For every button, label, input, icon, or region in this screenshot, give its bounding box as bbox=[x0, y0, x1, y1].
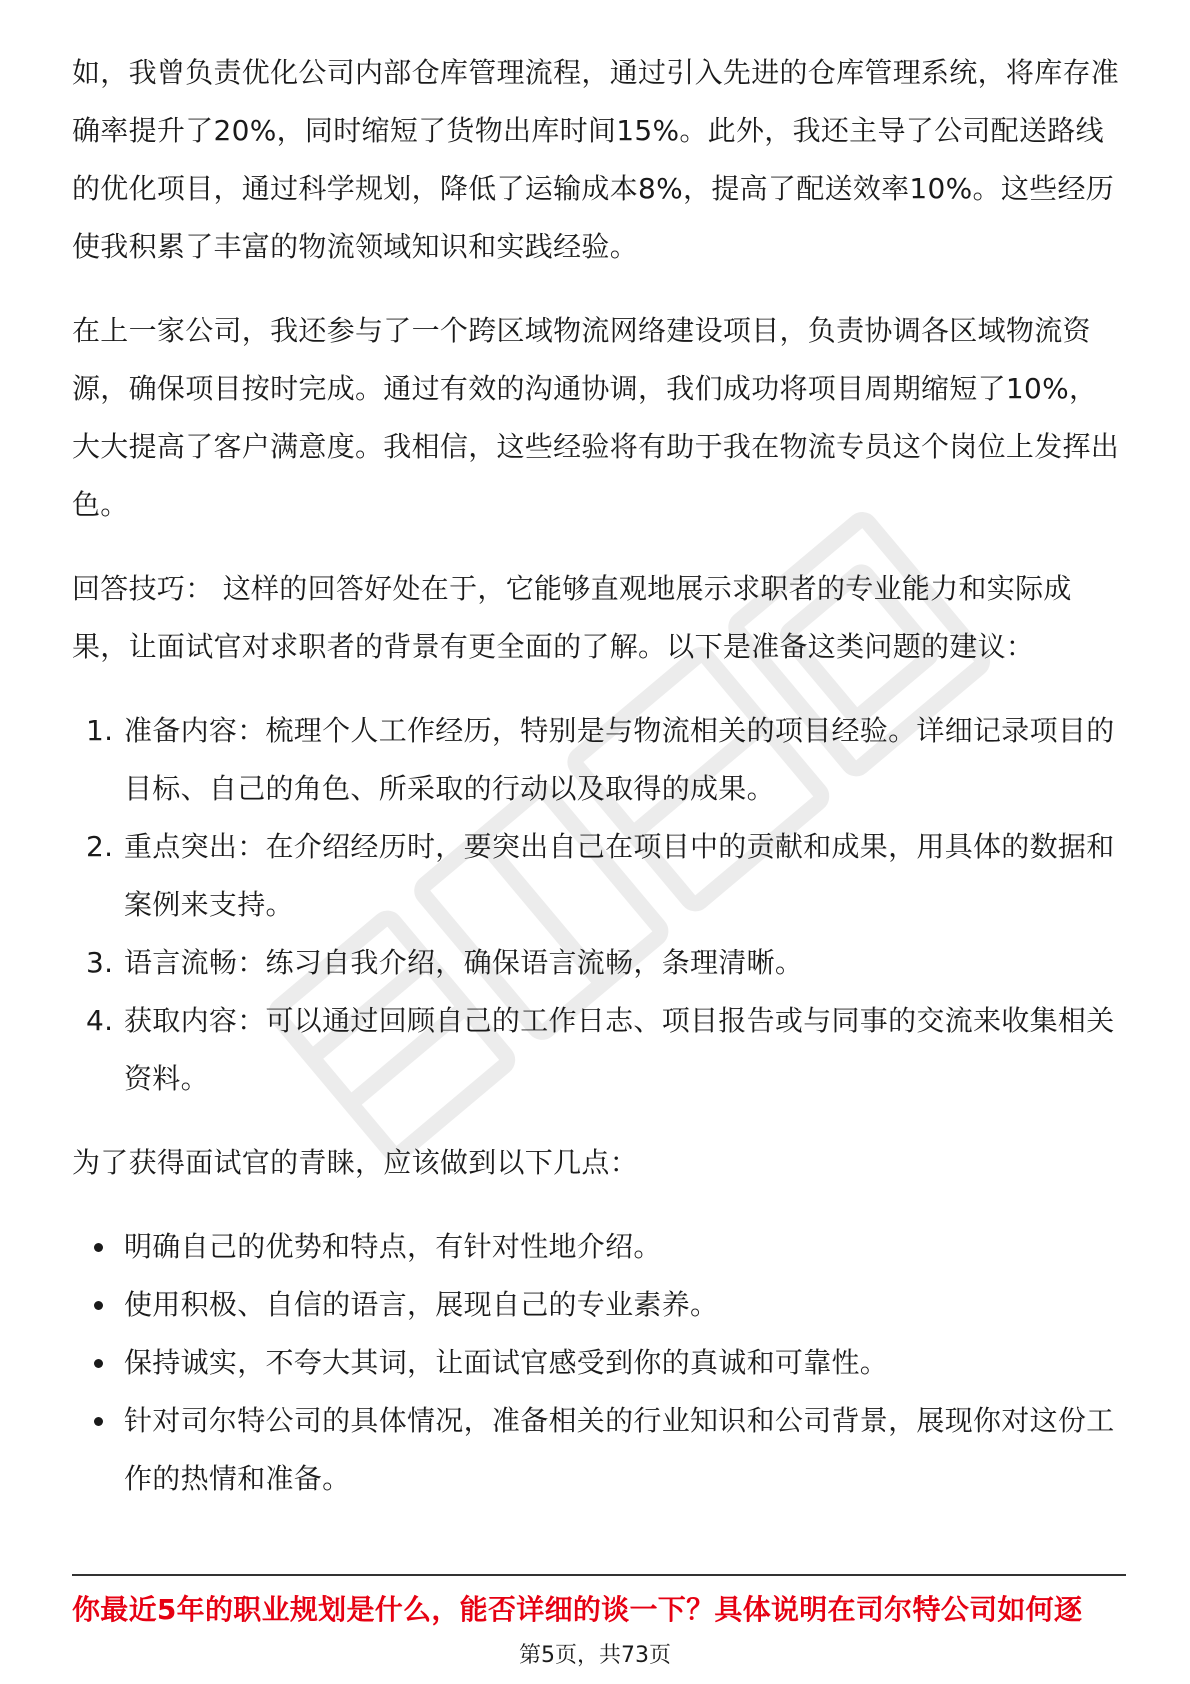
bullet-item-text: 明确自己的优势和特点，有针对性地介绍。 bbox=[124, 1230, 662, 1263]
footer-divider bbox=[72, 1574, 1126, 1576]
list-item bbox=[72, 818, 1122, 934]
list-number: 4. bbox=[86, 1004, 114, 1037]
next-question-heading: 你最近5年的职业规划是什么，能否详细的谈一下？具体说明在司尔特公司如何逐 bbox=[72, 1593, 1083, 1626]
bullet-item-text: 针对司尔特公司的具体情况，准备相关的行业知识和公司背景，展现你对这份工作的热情和准备。 bbox=[124, 1404, 1115, 1495]
bullet-item-text: 保持诚实，不夸大其词，让面试官感受到你的真诚和可靠性。 bbox=[124, 1346, 889, 1379]
advice-bullet-list bbox=[72, 1218, 1122, 1508]
document-body bbox=[72, 44, 1122, 1534]
bullet-dot-icon bbox=[94, 1301, 103, 1310]
page-number: 第5页，共73页 bbox=[519, 1643, 671, 1668]
list-number: 3. bbox=[86, 946, 114, 979]
list-item-text: 语言流畅：练习自我介绍，确保语言流畅，条理清晰。 bbox=[124, 946, 804, 979]
bullet-item-text: 使用积极、自信的语言，展现自己的专业素养。 bbox=[124, 1288, 719, 1321]
list-item-text: 获取内容：可以通过回顾自己的工作日志、项目报告或与同事的交流来收集相关资料。 bbox=[124, 1004, 1115, 1095]
bullet-dot-icon bbox=[94, 1243, 103, 1252]
list-item bbox=[72, 702, 1122, 818]
preparation-list bbox=[72, 702, 1122, 1108]
list-number: 2. bbox=[86, 830, 114, 863]
bullet-dot-icon bbox=[94, 1417, 103, 1426]
bullet-item bbox=[72, 1218, 1122, 1276]
bullet-item bbox=[72, 1392, 1122, 1508]
list-number: 1. bbox=[86, 714, 114, 747]
list-item bbox=[72, 934, 1122, 992]
paragraph-advice-intro: 为了获得面试官的青睐，应该做到以下几点： bbox=[72, 1146, 639, 1179]
list-item-text: 重点突出：在介绍经历时，要突出自己在项目中的贡献和成果，用具体的数据和案例来支持。 bbox=[124, 830, 1115, 921]
paragraph-project: 在上一家公司，我还参与了一个跨区域物流网络建设项目，负责协调各区域物流资源，确保项目按时完成。通过有效的沟通协调，我们成功将项目周期缩短了10%，大大提高了客户满意度。我相信，这些经验将有助于我在物流专员这个岗位上发挥出色。 bbox=[72, 314, 1120, 521]
paragraph-experience: 如，我曾负责优化公司内部仓库管理流程，通过引入先进的仓库管理系统，将库存准确率提升了20%，同时缩短了货物出库时间15%。此外，我还主导了公司配送路线的优化项目，通过科学规划，降低了运输成本8%，提高了配送效率10%。这些经历使我积累了丰富的物流领域知识和实践经验。 bbox=[72, 56, 1120, 263]
bullet-item bbox=[72, 1334, 1122, 1392]
paragraph-tips: 回答技巧： 这样的回答好处在于，它能够直观地展示求职者的专业能力和实际成果，让面试官对求职者的背景有更全面的了解。以下是准备这类问题的建议： bbox=[72, 572, 1072, 663]
bullet-dot-icon bbox=[94, 1359, 103, 1368]
bullet-item bbox=[72, 1276, 1122, 1334]
list-item-text: 准备内容：梳理个人工作经历，特别是与物流相关的项目经验。详细记录项目的目标、自己的角色、所采取的行动以及取得的成果。 bbox=[124, 714, 1115, 805]
list-item bbox=[72, 992, 1122, 1108]
